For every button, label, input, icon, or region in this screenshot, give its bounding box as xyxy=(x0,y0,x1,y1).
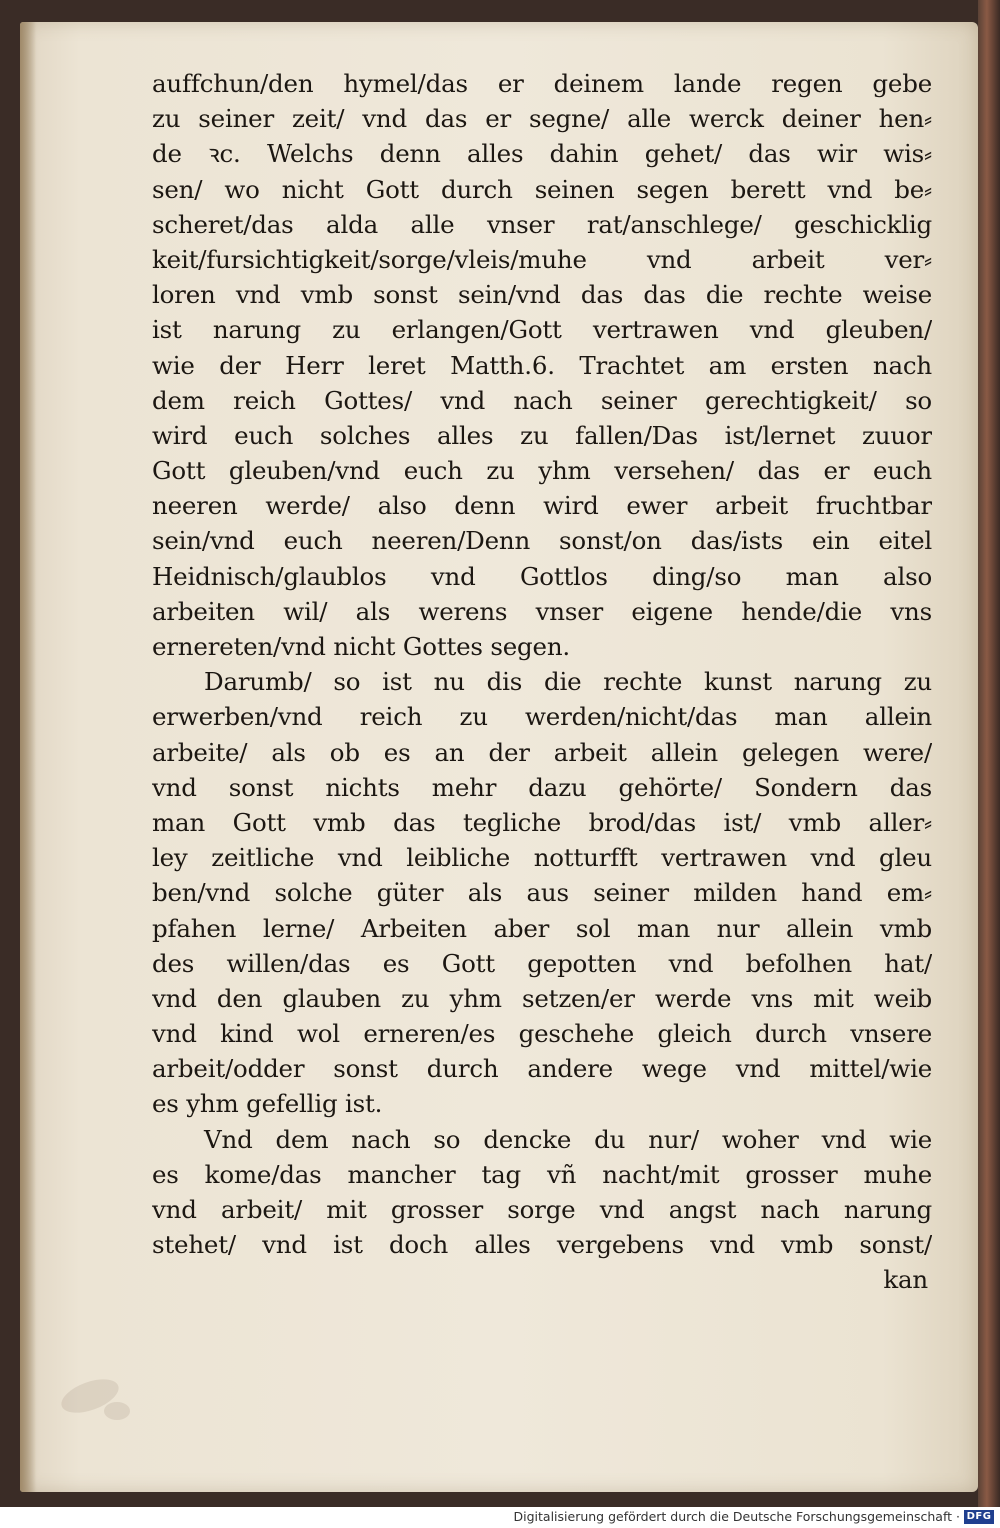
funding-credit: Digitalisierung gefördert durch die Deutsche Forschungsgemeinschaft · xyxy=(513,1509,960,1524)
paragraph-end-line: es yhm gefellig ist. xyxy=(152,1089,383,1119)
text-line: ist narung zu erlangen/Gott vertrawen vnd gleuben/ xyxy=(152,315,932,345)
text-line: des willen/das es Gott gepotten vnd befolhen hat/ xyxy=(152,948,932,978)
page-spine-shadow xyxy=(20,22,36,1492)
paragraph-start-line: Vnd dem nach so dencke du nur/ woher vnd wie xyxy=(204,1124,932,1154)
text-line: man Gott vmb das tegliche brod/das ist/ vmb aller⸗ xyxy=(152,807,932,837)
text-line: dem reich Gottes/ vnd nach seiner gerechtigkeit/ so xyxy=(152,385,932,415)
text-line: stehet/ vnd ist doch alles vergebens vnd vmb sonst/ xyxy=(152,1230,932,1260)
text-line: auffchun/den hymel/das er deinem lande regen gebe xyxy=(152,69,932,98)
text-line: erwerben/vnd reich zu werden/nicht/das man allein xyxy=(152,702,932,732)
text-line: sen/ wo nicht Gott durch seinen segen berett vnd be⸗ xyxy=(152,174,932,204)
text-line: loren vnd vmb sonst sein/vnd das das die rechte weise xyxy=(152,280,932,310)
text-line: Gott gleuben/vnd euch zu yhm versehen/ das er euch xyxy=(152,456,932,486)
catchword: kan xyxy=(883,1265,928,1295)
footer-bar xyxy=(0,1507,1000,1528)
text-line: wird euch solches alles zu fallen/Das ist/lernet zuuor xyxy=(152,420,932,450)
text-line: vnd den glauben zu yhm setzen/er werde vns mit weib xyxy=(152,983,932,1013)
text-line: vnd arbeit/ mit grosser sorge vnd angst nach narung xyxy=(152,1195,932,1224)
text-line: sein/vnd euch neeren/Denn sonst/on das/ists ein eitel xyxy=(152,526,932,556)
text-line: ben/vnd solche güter als aus seiner milden hand em⸗ xyxy=(152,878,932,908)
text-line: wie der Herr leret Matth.6. Trachtet am ersten nach xyxy=(152,350,932,380)
text-line: vnd kind wol erneren/es geschehe gleich durch vnsere xyxy=(152,1019,932,1049)
text-line: de ꝛc. Welchs denn alles dahin gehet/ das wir wis⸗ xyxy=(152,139,932,169)
text-line: pfahen lerne/ Arbeiten aber sol man nur allein vmb xyxy=(152,913,932,943)
book-edge xyxy=(978,0,1000,1507)
text-line: arbeiten wil/ als werens vnser eigene hende/die vns xyxy=(152,596,932,626)
text-line: vnd sonst nichts mehr dazu gehörte/ Sondern das xyxy=(152,772,932,802)
page-text-block xyxy=(152,66,932,1298)
text-line: arbeit/odder sonst durch andere wege vnd mittel/wie xyxy=(152,1054,932,1084)
text-line: zu seiner zeit/ vnd das er segne/ alle werck deiner hen⸗ xyxy=(152,104,932,134)
text-line: scheret/das alda alle vnser rat/anschlege/ geschicklig xyxy=(152,209,932,239)
text-line: ley zeitliche vnd leibliche notturfft vertrawen vnd gleu xyxy=(152,843,932,873)
text-line: es kome/das mancher tag vñ nacht/mit grosser muhe xyxy=(152,1159,932,1189)
paper-stain xyxy=(104,1402,130,1420)
text-line: arbeite/ als ob es an der arbeit allein gelegen were/ xyxy=(152,737,932,767)
dfg-logo: DFG xyxy=(964,1510,994,1524)
paragraph-end-line: ernereten/vnd nicht Gottes segen. xyxy=(152,632,571,661)
text-line: Heidnisch/glaublos vnd Gottlos ding/so man also xyxy=(152,561,932,591)
paragraph-start-line: Darumb/ so ist nu dis die rechte kunst narung zu xyxy=(204,667,932,697)
text-line: keit/fursichtigkeit/sorge/vleis/muhe vnd arbeit ver⸗ xyxy=(152,244,932,274)
text-line: neeren werde/ also denn wird ewer arbeit fruchtbar xyxy=(152,491,932,521)
